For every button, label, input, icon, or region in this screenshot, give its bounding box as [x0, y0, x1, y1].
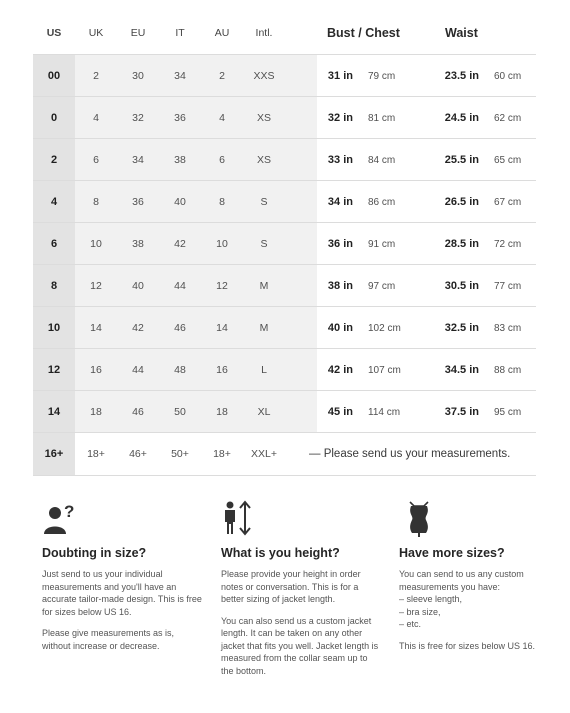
- waist-inches: 25.5 in: [444, 154, 479, 166]
- au-size: 12: [216, 280, 228, 292]
- eu-size: 32: [132, 112, 144, 124]
- header-intl: Intl.: [255, 27, 273, 39]
- bust-cm: 91 cm: [368, 238, 396, 250]
- bust-inches: 32 in: [327, 112, 353, 124]
- waist-cm: 62 cm: [494, 112, 522, 124]
- table-header: [33, 12, 536, 54]
- au-size: 10: [216, 238, 228, 250]
- bust-cm: 97 cm: [368, 280, 396, 292]
- it-size: 34: [174, 70, 186, 82]
- waist-cm: 95 cm: [494, 406, 522, 418]
- au-size: 4: [219, 112, 225, 124]
- au-size: 6: [219, 154, 225, 166]
- header-bust: Bust / Chest: [327, 26, 400, 40]
- us-size: 14: [33, 391, 75, 433]
- eu-size: 42: [132, 322, 144, 334]
- table-row: [33, 348, 536, 391]
- waist-cm: 83 cm: [494, 322, 522, 334]
- section-title: Have more sizes?: [399, 546, 505, 560]
- uk-size: 2: [93, 70, 99, 82]
- au-size: 14: [216, 322, 228, 334]
- header-au: AU: [214, 27, 230, 39]
- measurements-note: — Please send us your measurements.: [309, 448, 511, 460]
- eu-size: 44: [132, 364, 144, 376]
- waist-cm: 77 cm: [494, 280, 522, 292]
- waist-inches: 24.5 in: [444, 112, 479, 124]
- intl-size: XL: [257, 406, 271, 418]
- intl-size: XS: [256, 154, 271, 166]
- bust-inches: 38 in: [327, 280, 353, 292]
- waist-inches: 28.5 in: [444, 238, 479, 250]
- au-size: 8: [219, 196, 225, 208]
- section-paragraph: You can also send us a custom jacket length. It can be taken on any other jacket that fits you well. Jacket length is measured from the collar seam up to the bottom.: [221, 615, 379, 676]
- us-size: 16+: [33, 433, 75, 475]
- uk-size: 10: [90, 238, 102, 250]
- uk-size: 6: [93, 154, 99, 166]
- uk-size: 14: [90, 322, 102, 334]
- height-measure-icon: [221, 500, 381, 540]
- eu-size: 40: [132, 280, 144, 292]
- waist-cm: 72 cm: [494, 238, 522, 250]
- section-paragraph: This is free for sizes below US 16.: [399, 640, 536, 651]
- intl-size: XS: [256, 112, 271, 124]
- it-size: 46: [174, 322, 186, 334]
- bust-inches: 31 in: [327, 70, 353, 82]
- bust-inches: 36 in: [327, 238, 353, 250]
- it-size: 36: [174, 112, 186, 124]
- waist-inches: 26.5 in: [444, 196, 479, 208]
- waist-cm: 67 cm: [494, 196, 522, 208]
- uk-size: 18+: [87, 448, 105, 460]
- uk-size: 12: [90, 280, 102, 292]
- bust-cm: 86 cm: [368, 196, 396, 208]
- it-size: 44: [174, 280, 186, 292]
- table-row: [33, 306, 536, 349]
- intl-size: M: [259, 280, 269, 292]
- bust-inches: 40 in: [327, 322, 353, 334]
- waist-inches: 30.5 in: [444, 280, 479, 292]
- header-us: US: [46, 27, 62, 39]
- header-uk: UK: [88, 27, 104, 39]
- us-size: 00: [33, 55, 75, 97]
- table-row-last: [33, 432, 536, 476]
- us-size: 8: [33, 265, 75, 307]
- au-size: 16: [216, 364, 228, 376]
- waist-inches: 32.5 in: [444, 322, 479, 334]
- table-row: [33, 222, 536, 265]
- uk-size: 8: [93, 196, 99, 208]
- bust-inches: 33 in: [327, 154, 353, 166]
- intl-size: M: [259, 322, 269, 334]
- us-size: 12: [33, 349, 75, 391]
- eu-size: 36: [132, 196, 144, 208]
- waist-cm: 60 cm: [494, 70, 522, 82]
- mannequin-icon: [399, 500, 559, 540]
- it-size: 38: [174, 154, 186, 166]
- us-size: 2: [33, 139, 75, 181]
- bust-inches: 45 in: [327, 406, 353, 418]
- us-size: 0: [33, 97, 75, 139]
- section-more-sizes: [399, 500, 559, 661]
- au-size: 18+: [213, 448, 231, 460]
- intl-size: XXS: [253, 70, 275, 82]
- section-paragraph: Please provide your height in order notes or conversation. This is for a better sizing of jacket length.: [221, 569, 361, 604]
- header-it: IT: [175, 27, 185, 39]
- section-height: [221, 500, 381, 686]
- waist-inches: 23.5 in: [444, 70, 479, 82]
- bust-cm: 79 cm: [368, 70, 396, 82]
- eu-size: 30: [132, 70, 144, 82]
- table-row: [33, 264, 536, 307]
- section-title: What is you height?: [221, 546, 340, 560]
- table-row: [33, 390, 536, 433]
- it-size: 48: [174, 364, 186, 376]
- section-doubting: [42, 500, 202, 661]
- au-size: 18: [216, 406, 228, 418]
- uk-size: 18: [90, 406, 102, 418]
- us-size: 4: [33, 181, 75, 223]
- bust-cm: 114 cm: [368, 406, 401, 418]
- bust-inches: 42 in: [327, 364, 353, 376]
- person-question-icon: [42, 500, 202, 540]
- waist-cm: 65 cm: [494, 154, 522, 166]
- au-size: 2: [219, 70, 225, 82]
- eu-size: 46: [132, 406, 144, 418]
- intl-size: S: [260, 238, 268, 250]
- table-row: [33, 54, 536, 97]
- bust-inches: 34 in: [327, 196, 353, 208]
- us-size: 10: [33, 307, 75, 349]
- waist-inches: 37.5 in: [444, 406, 479, 418]
- header-eu: EU: [130, 27, 146, 39]
- uk-size: 4: [93, 112, 99, 124]
- table-row: [33, 138, 536, 181]
- bust-cm: 107 cm: [368, 364, 401, 376]
- it-size: 40: [174, 196, 186, 208]
- bust-cm: 84 cm: [368, 154, 396, 166]
- waist-cm: 88 cm: [494, 364, 522, 376]
- intl-size: L: [261, 364, 267, 376]
- intl-size: S: [260, 196, 268, 208]
- intl-size: XXL+: [251, 448, 277, 460]
- waist-inches: 34.5 in: [444, 364, 479, 376]
- bust-cm: 81 cm: [368, 112, 396, 124]
- section-title: Doubting in size?: [42, 546, 147, 560]
- it-size: 50: [174, 406, 186, 418]
- table-row: [33, 180, 536, 223]
- eu-size: 46+: [129, 448, 147, 460]
- table-row: [33, 96, 536, 139]
- eu-size: 38: [132, 238, 144, 250]
- section-paragraph: You can send to us any custom measurements you have: – sleeve length, – bra size, – etc.: [399, 569, 524, 629]
- section-paragraph: Just send to us your individual measurements and you'll have an accurate tailor-made design. This is free for sizes below US 16.: [42, 569, 202, 617]
- it-size: 50+: [171, 448, 189, 460]
- header-waist: Waist: [445, 26, 478, 40]
- eu-size: 34: [132, 154, 144, 166]
- svg-text:?: ?: [64, 502, 75, 521]
- it-size: 42: [174, 238, 186, 250]
- bust-cm: 102 cm: [368, 322, 401, 334]
- section-paragraph: Please give measurements as is, without increase or decrease.: [42, 628, 175, 651]
- us-size: 6: [33, 223, 75, 265]
- uk-size: 16: [90, 364, 102, 376]
